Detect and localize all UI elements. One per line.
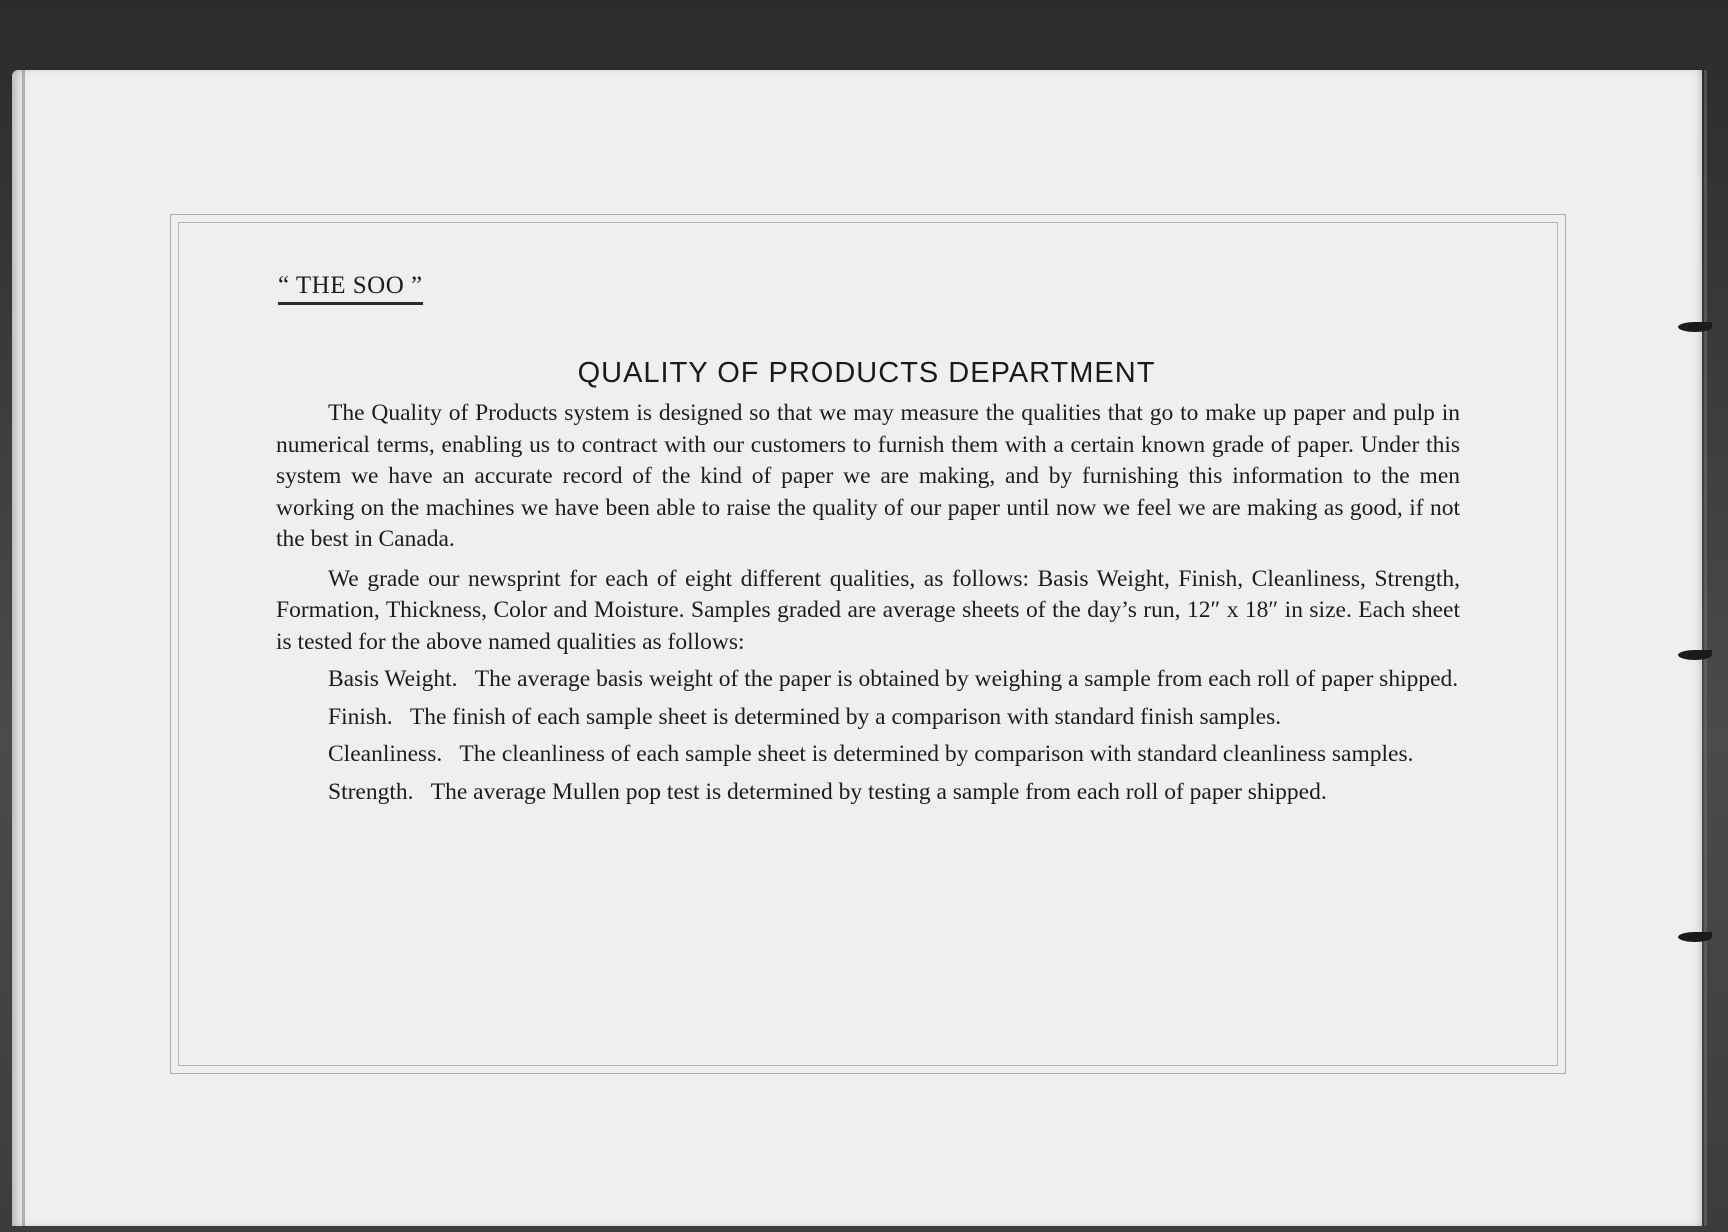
paragraph-text: The finish of each sample sheet is determined by a comparison with standard finish samples. xyxy=(409,703,1282,730)
right-binding-edge xyxy=(1704,70,1707,1226)
paragraph-basis-weight xyxy=(276,664,1460,696)
paragraph-strength xyxy=(276,777,1460,809)
paragraph-text: The average basis weight of the paper is obtained by weighing a sample from each roll of paper shipped. xyxy=(474,666,1459,692)
paragraph-text: The cleanliness of each sample sheet is determined by comparison with standard cleanliness samples. xyxy=(459,741,1414,767)
paragraph-cleanliness xyxy=(276,739,1460,771)
paragraph-text: The Quality of Products system is designed so that we may measure the qualities that go to make up paper and pulp in numerical terms, enabling us to contract with our customers to furnish them with a certain known grade of paper. Under this system we have an accurate record of the kind of paper we are making, and by furnishing this information to the men working on the machines we have been able to raise the quality of our paper until now we feel we are making as good, if not the best in Canada. xyxy=(276,400,1460,552)
page-content xyxy=(276,268,1460,814)
binding-clip-mark xyxy=(1678,650,1712,660)
paragraph-qualities xyxy=(276,564,1460,659)
left-binding-edge xyxy=(22,70,25,1226)
paragraph-text: We grade our newsprint for each of eight different qualities, as follows: Basis Weight, Finish, Cleanliness, Strength, Formation, Thickness, Color and Moisture. Samples graded are average sheets of the day’s run, 12″ x 18″ in size. Each sheet is tested for the above named qualities as follows: xyxy=(276,565,1460,655)
term-label: Cleanliness. xyxy=(328,741,443,767)
term-label: Finish. xyxy=(328,703,393,730)
paragraph-text: The average Mullen pop test is determined by testing a sample from each roll of paper shipped. xyxy=(430,778,1327,805)
binding-clip-mark xyxy=(1678,932,1712,942)
binding-clip-mark xyxy=(1678,322,1712,332)
running-head: “ THE SOO ” xyxy=(278,272,423,305)
term-label: Basis Weight. xyxy=(328,666,458,692)
term-label: Strength. xyxy=(328,778,414,805)
paragraph-finish xyxy=(276,702,1460,734)
page-title: QUALITY OF PRODUCTS DEPARTMENT xyxy=(577,357,1156,389)
paragraph-intro xyxy=(276,398,1460,556)
